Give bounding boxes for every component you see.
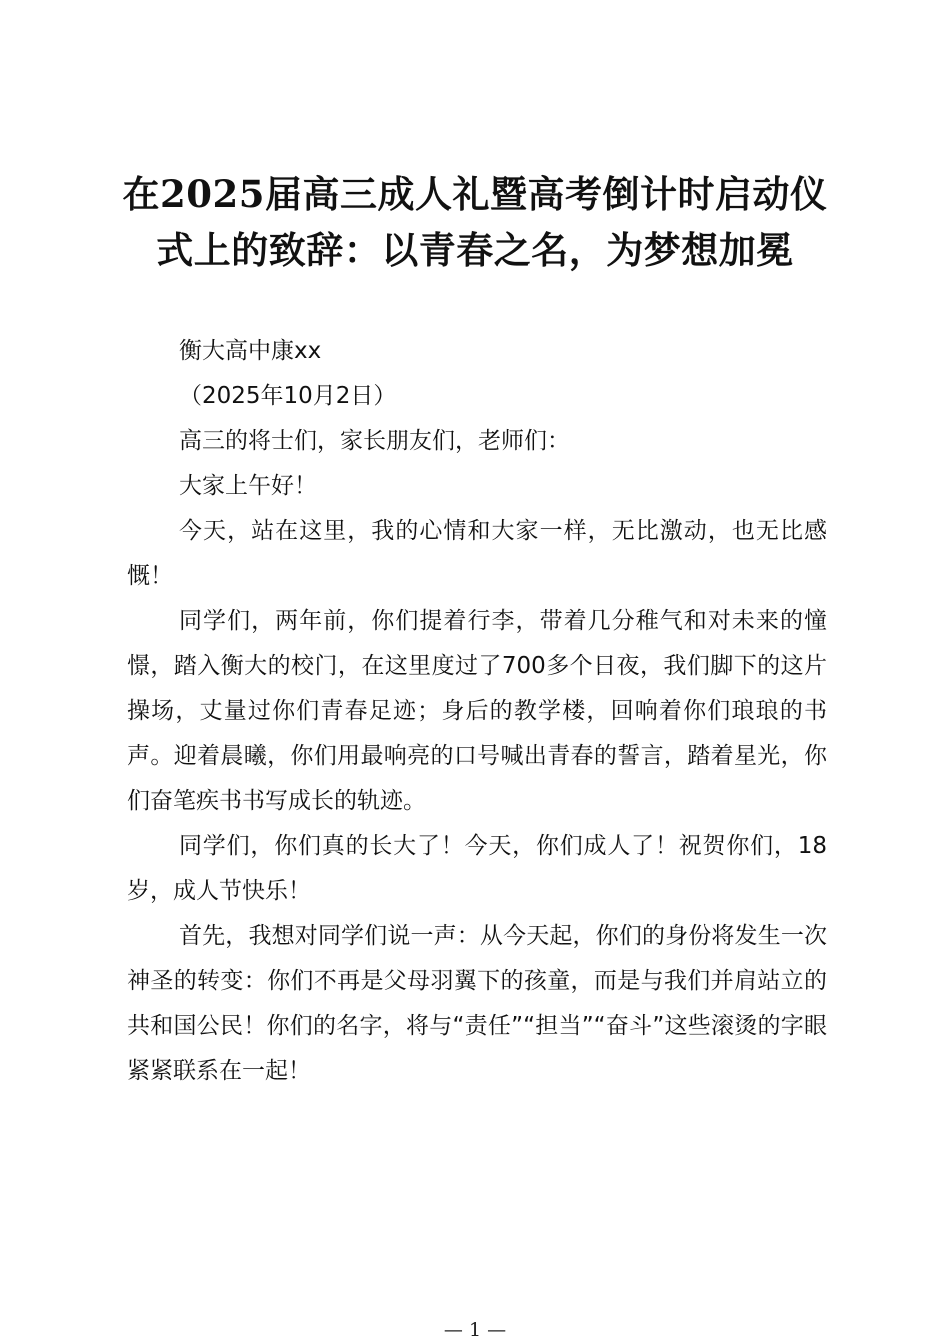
author-line: 衡大高中康xx [179, 338, 322, 364]
body-paragraph: 同学们，你们真的长大了！今天，你们成人了！祝贺你们，18岁，成人节快乐！ [127, 833, 827, 904]
page-number: — 1 — [443, 1319, 507, 1341]
body-paragraph: 今天，站在这里，我的心情和大家一样，无比激动，也无比感慨！ [127, 518, 827, 589]
body-paragraph: 同学们，两年前，你们提着行李，带着几分稚气和对未来的憧憬，踏入衡大的校门，在这里度过了700多个日夜，我们脚下的这片操场，丈量过你们青春足迹；身后的教学楼，回响着你们琅琅的书声。迎着晨曦，你们用最响亮的口号喊出青春的誓言，踏着星光，你们奋笔疾书书写成长的轨迹。 [127, 608, 827, 814]
document-title: 在2025届高三成人礼暨高考倒计时启动仪式上的致辞：以青春之名，为梦想加冕 [122, 172, 828, 272]
body-paragraph: 首先，我想对同学们说一声：从今天起，你们的身份将发生一次神圣的转变：你们不再是父母羽翼下的孩童，而是与我们并肩站立的共和国公民！你们的名字，将与“责任”“担当”“奋斗”这些滚烫的字眼紧紧联系在一起！ [127, 923, 827, 1084]
document-body [127, 329, 827, 1094]
greeting-line: 大家上午好！ [179, 473, 317, 499]
date-line: （2025年10月2日） [179, 383, 397, 409]
salutation-line: 高三的将士们，家长朋友们，老师们： [179, 428, 570, 454]
